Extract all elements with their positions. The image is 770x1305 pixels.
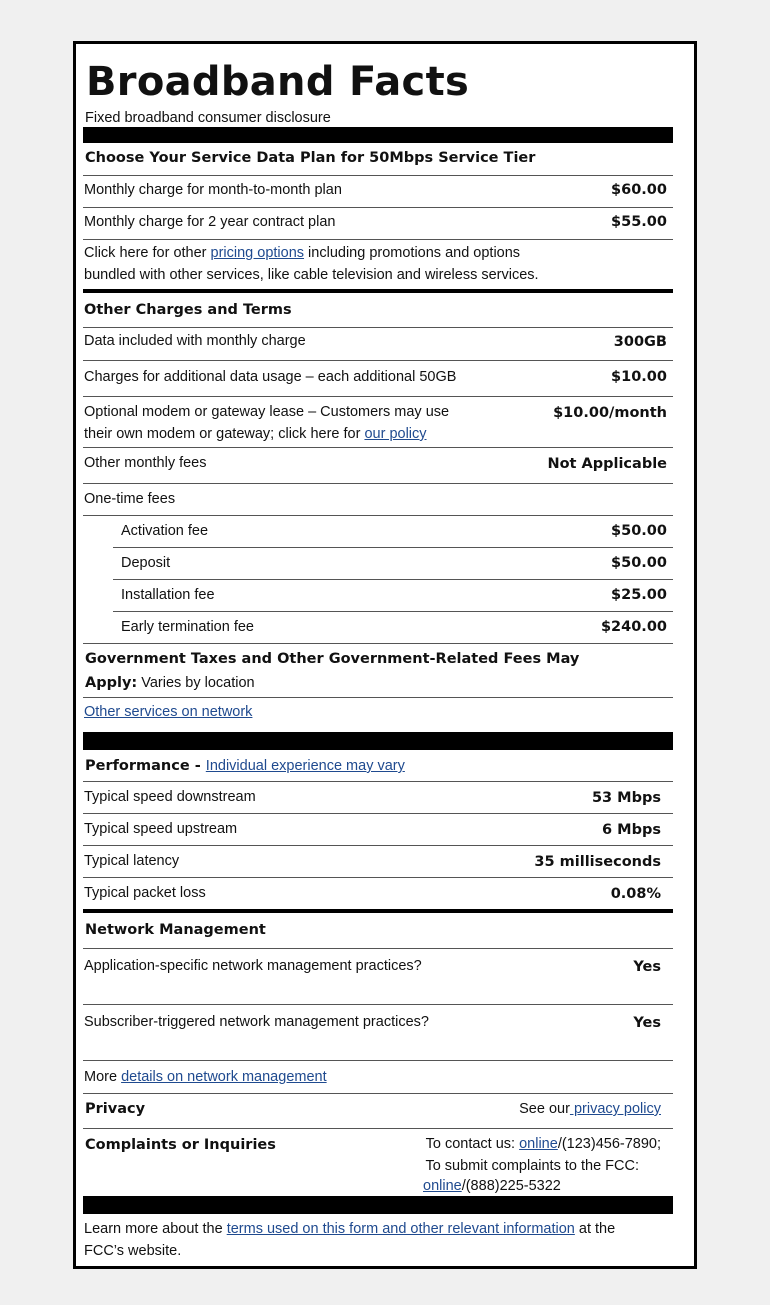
performance-value: 0.08%	[610, 886, 661, 902]
fcc-contact: online/(888)225-5322	[423, 1178, 561, 1194]
divider	[83, 781, 673, 782]
divider	[113, 579, 673, 580]
divider	[83, 1004, 673, 1005]
charge-row-label: Other monthly fees	[84, 455, 207, 471]
charge-row-value: $10.00	[611, 369, 667, 385]
divider	[83, 643, 673, 644]
divider	[83, 1093, 673, 1094]
divider	[83, 360, 673, 361]
plan-row-value: $55.00	[611, 214, 667, 230]
one-time-fee-value: $50.00	[611, 523, 667, 539]
divider	[83, 327, 673, 328]
page-title: Broadband Facts	[86, 59, 470, 105]
individual-experience-link[interactable]: Individual experience may vary	[205, 758, 405, 774]
modem-value: $10.00/month	[553, 405, 667, 421]
plan-row-value: $60.00	[611, 182, 667, 198]
contact-online-link[interactable]: online	[519, 1136, 558, 1152]
divider	[83, 239, 673, 240]
one-time-fee-label: Activation fee	[121, 523, 209, 539]
page-subtitle: Fixed broadband consumer disclosure	[85, 110, 331, 126]
thick-divider	[83, 909, 673, 913]
fcc-text: To submit complaints to the FCC:	[425, 1158, 639, 1174]
section-bar	[83, 732, 673, 750]
network-details-link[interactable]: details on network management	[121, 1069, 327, 1085]
charge-row-label: Data included with monthly charge	[84, 333, 306, 349]
contact-text: To contact us: online/(123)456-7890;	[425, 1136, 661, 1152]
divider	[83, 175, 673, 176]
footer-text: Learn more about the terms used on this form and other relevant information at the	[84, 1221, 616, 1237]
network-heading: Network Management	[85, 922, 266, 938]
divider	[83, 1060, 673, 1061]
privacy-text: See our privacy policy	[519, 1101, 661, 1117]
performance-value: 35 milliseconds	[534, 854, 661, 870]
modem-text: Optional modem or gateway lease – Customers may use	[84, 404, 450, 420]
performance-heading: Performance - Individual experience may vary	[85, 758, 405, 774]
divider	[83, 845, 673, 846]
thick-divider	[83, 289, 673, 293]
plan-heading: Choose Your Service Data Plan for 50Mbps Service Tier	[85, 150, 536, 166]
section-bar	[83, 127, 673, 143]
divider	[83, 877, 673, 878]
fcc-terms-link[interactable]: terms used on this form and other relevant information	[226, 1221, 575, 1237]
network-label: Subscriber-triggered network management practices?	[84, 1014, 429, 1030]
performance-value: 6 Mbps	[602, 822, 661, 838]
one-time-fee-label: Early termination fee	[121, 619, 254, 635]
divider	[83, 948, 673, 949]
one-time-fee-value: $25.00	[611, 587, 667, 603]
network-value: Yes	[633, 959, 661, 975]
network-more-text: More details on network management	[84, 1069, 327, 1085]
pricing-options-link[interactable]: pricing options	[210, 245, 305, 261]
divider	[83, 813, 673, 814]
fcc-online-link[interactable]: online	[423, 1178, 462, 1194]
section-bar	[83, 1196, 673, 1214]
label-content	[83, 44, 673, 1266]
performance-label: Typical packet loss	[84, 885, 206, 901]
performance-value: 53 Mbps	[591, 790, 661, 806]
one-time-fee-label: Installation fee	[121, 587, 215, 603]
charge-row-label: Charges for additional data usage – each additional 50GB	[84, 369, 457, 385]
privacy-policy-link[interactable]: privacy policy	[569, 1101, 661, 1117]
plan-row-label: Monthly charge for 2 year contract plan	[84, 214, 336, 230]
one-time-fee-value: $50.00	[611, 555, 667, 571]
broadband-facts-label	[73, 41, 697, 1269]
network-value: Yes	[633, 1015, 661, 1031]
privacy-heading: Privacy	[85, 1101, 146, 1117]
performance-label: Typical latency	[84, 853, 180, 869]
charges-heading: Other Charges and Terms	[84, 302, 292, 318]
charge-row-value: 300GB	[613, 334, 667, 350]
divider	[83, 515, 673, 516]
divider	[113, 547, 673, 548]
gov-fees-heading: Government Taxes and Other Government-Related Fees May	[85, 651, 580, 667]
one-time-fee-value: $240.00	[600, 619, 667, 635]
divider	[83, 447, 673, 448]
performance-label: Typical speed downstream	[84, 789, 256, 805]
pricing-text: Click here for other pricing options including promotions and options	[84, 245, 521, 261]
one-time-fee-label: Deposit	[121, 555, 171, 571]
performance-label: Typical speed upstream	[84, 821, 238, 837]
network-label: Application-specific network management practices?	[84, 958, 422, 974]
complaints-heading: Complaints or Inquiries	[85, 1137, 276, 1153]
modem-text-line2: their own modem or gateway; click here for our policy	[84, 426, 427, 442]
modem-policy-link[interactable]: our policy	[364, 426, 427, 442]
divider	[83, 396, 673, 397]
divider	[83, 207, 673, 208]
divider	[113, 611, 673, 612]
other-services-link[interactable]: Other services on network	[84, 704, 253, 720]
footer-text-line2: FCC’s website.	[84, 1243, 182, 1259]
divider	[83, 1128, 673, 1129]
pricing-text-line2: bundled with other services, like cable television and wireless services.	[84, 267, 539, 283]
one-time-fees-label: One-time fees	[84, 491, 176, 507]
charge-row-value: Not Applicable	[547, 456, 667, 472]
plan-row-label: Monthly charge for month-to-month plan	[84, 182, 342, 198]
divider	[83, 483, 673, 484]
divider	[83, 697, 673, 698]
gov-fees-text: Apply: Varies by location	[85, 675, 255, 691]
other-services-text	[84, 701, 252, 723]
